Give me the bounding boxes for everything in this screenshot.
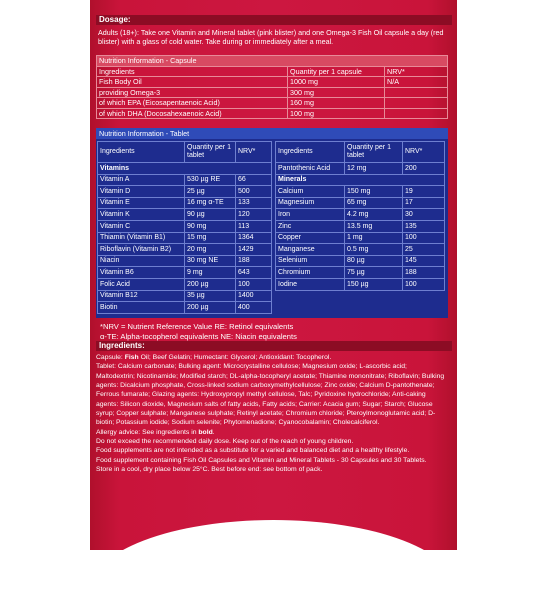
tablet-nutrition-panel — [96, 128, 448, 318]
nrv-note-line: *NRV = Nutrient Reference Value RE: Retinol equivalents — [100, 322, 294, 331]
tablet-header-ingredients: Ingredients — [98, 142, 185, 163]
tablet-cell: 135 — [403, 220, 445, 232]
ingredients-capsule — [96, 353, 446, 362]
table-row — [98, 255, 272, 267]
capsule-cell — [385, 98, 448, 109]
tablet-header-quantity: Quantity per 1 tablet — [185, 142, 236, 163]
tablet-cell: 75 µg — [345, 267, 403, 279]
tablet-cell: 100 — [403, 232, 445, 244]
tablet-cell: Vitamin D — [98, 186, 185, 198]
capsule-cell — [385, 87, 448, 98]
tablet-header-nrv: NRV* — [236, 142, 272, 163]
text-span: Capsule: — [96, 354, 125, 361]
table-row — [98, 197, 272, 209]
capsule-cell: 100 mg — [288, 108, 385, 119]
table-row — [97, 98, 448, 109]
tablet-cell: 145 — [403, 255, 445, 267]
tablet-header-ingredients: Ingredients — [276, 142, 345, 163]
table-row — [276, 278, 445, 290]
table-row — [98, 174, 272, 186]
tablet-cell: 100 — [236, 278, 272, 290]
tablet-cell: 4.2 mg — [345, 209, 403, 221]
tablet-vitamins-table — [97, 141, 272, 314]
tablet-cell: 200 µg — [185, 278, 236, 290]
capsule-header-quantity: Quantity per 1 capsule — [288, 66, 385, 77]
tablet-cell: 120 — [236, 209, 272, 221]
table-row — [98, 209, 272, 221]
tablet-cell: Iron — [276, 209, 345, 221]
table-row — [276, 244, 445, 256]
tablet-cell: 66 — [236, 174, 272, 186]
table-row — [276, 197, 445, 209]
tablet-cell: 35 µg — [185, 290, 236, 302]
tablet-cell: Magnesium — [276, 197, 345, 209]
tablet-header-nrv: NRV* — [403, 142, 445, 163]
tablet-cell: Vitamin E — [98, 197, 185, 209]
tablet-cell: 90 µg — [185, 209, 236, 221]
tablet-cell: 13.5 mg — [345, 220, 403, 232]
tablet-cell: 65 mg — [345, 197, 403, 209]
tablet-cell: Vitamin B6 — [98, 267, 185, 279]
tablet-cell: 643 — [236, 267, 272, 279]
tablet-cell: Riboflavin (Vitamin B2) — [98, 244, 185, 256]
tablet-cell: 500 — [236, 186, 272, 198]
tablet-cell: Vitamin A — [98, 174, 185, 186]
capsule-nutrition-table — [96, 55, 448, 119]
tablet-cell: Biotin — [98, 302, 185, 314]
nrv-notes — [100, 322, 440, 342]
tablet-cell: 25 µg — [185, 186, 236, 198]
table-row — [98, 220, 272, 232]
tablet-cell: 20 mg — [185, 244, 236, 256]
capsule-cell: providing Omega-3 — [97, 87, 288, 98]
tablet-cell: 19 — [403, 186, 445, 198]
dosage-heading: Dosage: — [96, 15, 452, 25]
capsule-header-nrv: NRV* — [385, 66, 448, 77]
tablet-cell: Selenium — [276, 255, 345, 267]
ingredients-text — [96, 353, 446, 474]
capsule-cell — [385, 108, 448, 119]
tablet-cell: 15 mg — [185, 232, 236, 244]
table-row — [276, 220, 445, 232]
tablet-cell: 17 — [403, 197, 445, 209]
tablet-cell: 188 — [236, 255, 272, 267]
tablet-cell: Iodine — [276, 278, 345, 290]
capsule-cell: of which DHA (Docosahexaenoic Acid) — [97, 108, 288, 119]
table-row — [97, 87, 448, 98]
tablet-cell: 25 — [403, 244, 445, 256]
table-row — [98, 278, 272, 290]
ingredients-tablet: Tablet: Calcium carbonate; Bulking agent: Microcrystalline cellulose; Magnesium oxide; L-ascorbic acid; Maltodextrin; Nicotinamide; Modified starch; DL-alpha-tocopheryl acetate; Thiamine mononitrate; Riboflavin; Bulking agents: Dicalcium phosphate, Cross-linked sodium carboxymethylcellulose; Zinc oxide; Calcium D-pantothenate; Ferrous fumarate; Glazing agents: Hydroxypropyl methyl cellulose, Talc; Pyridoxine hydrochloride; Anti-caking agents: Silicon dioxide, Magnesium salts of fatty acids, Fatty acids; Carrier: Acacia gum; Sugar; Starch; Glucose syrup; Copper sulphate; Manganese sulphate; Retinyl acetate; Chromium chloride; Pteroylmonoglutamic acid; D-biotin; Potassium iodide; Sodium selenite; Phytomenadione; Cyanocobalamin; Cholecalciferol. — [96, 363, 445, 427]
tablet-header-quantity: Quantity per 1 tablet — [345, 142, 403, 163]
tablet-cell: 1 mg — [345, 232, 403, 244]
tablet-cell: 150 mg — [345, 186, 403, 198]
warning-diet: Food supplements are not intended as a substitute for a varied and balanced diet and a healthy lifestyle. — [96, 447, 410, 455]
tablet-cell: 80 µg — [345, 255, 403, 267]
tablet-cell: Thiamin (Vitamin B1) — [98, 232, 185, 244]
tablet-cell: Vitamin C — [98, 220, 185, 232]
capsule-table-title: Nutrition Information - Capsule — [97, 56, 448, 67]
table-row — [276, 209, 445, 221]
bold-word: bold — [198, 428, 213, 436]
vitamins-section-label: Vitamins — [98, 163, 272, 175]
dosage-text: Adults (18+): Take one Vitamin and Mineral tablet (pink blister) and one Omega-3 Fish Oil capsule a day (red blister) with a glass of cold water. Take during or immediately after a meal. — [98, 28, 444, 47]
table-row — [98, 232, 272, 244]
table-row — [276, 163, 445, 175]
tablet-cell: 133 — [236, 197, 272, 209]
tablet-cell: 150 µg — [345, 278, 403, 290]
table-row — [276, 232, 445, 244]
tablet-cell: 100 — [403, 278, 445, 290]
table-row — [98, 267, 272, 279]
pack-contents: Food supplement containing Fish Oil Capsules and Vitamin and Mineral Tablets - 30 Capsules and 30 Tablets. — [96, 456, 427, 464]
tablet-cell: 16 mg α-TE — [185, 197, 236, 209]
tablet-cell: Folic Acid — [98, 278, 185, 290]
tablet-cell: Niacin — [98, 255, 185, 267]
tablet-cell: Manganese — [276, 244, 345, 256]
nrv-note-line: α-TE: Alpha-tocopherol equivalents NE: Niacin equivalents — [100, 332, 297, 341]
capsule-cell: N/A — [385, 77, 448, 88]
capsule-cell: 160 mg — [288, 98, 385, 109]
text-span: Allergy advice: See ingredients in — [96, 428, 199, 436]
tablet-table-title: Nutrition Information - Tablet — [96, 128, 448, 139]
tablet-cell: 530 µg RE — [185, 174, 236, 186]
table-row — [98, 302, 272, 314]
storage-info: Store in a cool, dry place below 25°C. Best before end: see bottom of pack. — [96, 466, 323, 474]
table-row — [97, 108, 448, 119]
warning-children: Do not exceed the recommended daily dose. Keep out of the reach of young children. — [96, 438, 354, 446]
tablet-cell: Copper — [276, 232, 345, 244]
tablet-cell: 1429 — [236, 244, 272, 256]
tablet-cell: 200 — [403, 163, 445, 175]
text-span: Oil; Beef Gelatin; Humectant: Glycerol; Antioxidant: Tocopherol. — [138, 354, 332, 361]
capsule-cell: 300 mg — [288, 87, 385, 98]
tablet-cell: 200 µg — [185, 302, 236, 314]
allergy-advice — [96, 428, 446, 437]
table-row — [98, 244, 272, 256]
tablet-cell: Pantothenic Acid — [276, 163, 345, 175]
tablet-cell: Chromium — [276, 267, 345, 279]
tablet-cell: 188 — [403, 267, 445, 279]
pack-bottom-cutout — [90, 520, 457, 590]
tablet-cell: Zinc — [276, 220, 345, 232]
tablet-cell: Calcium — [276, 186, 345, 198]
capsule-header-ingredients: Ingredients — [97, 66, 288, 77]
table-row — [276, 186, 445, 198]
tablet-cell: Vitamin K — [98, 209, 185, 221]
capsule-cell: of which EPA (Eicosapentaenoic Acid) — [97, 98, 288, 109]
tablet-cell: Vitamin B12 — [98, 290, 185, 302]
capsule-cell: Fish Body Oil — [97, 77, 288, 88]
table-row — [98, 186, 272, 198]
allergen-text: Fish — [124, 354, 139, 361]
tablet-cell: 113 — [236, 220, 272, 232]
tablet-cell: 30 — [403, 209, 445, 221]
table-row — [276, 255, 445, 267]
table-row — [97, 77, 448, 88]
tablet-cell: 0.5 mg — [345, 244, 403, 256]
table-row — [98, 290, 272, 302]
tablet-cell: 1364 — [236, 232, 272, 244]
tablet-cell: 9 mg — [185, 267, 236, 279]
text-span: . — [212, 428, 215, 436]
minerals-section-label: Minerals — [276, 174, 445, 186]
tablet-cell: 90 mg — [185, 220, 236, 232]
tablet-cell: 400 — [236, 302, 272, 314]
ingredients-heading: Ingredients: — [96, 341, 452, 351]
tablet-cell: 1400 — [236, 290, 272, 302]
tablet-cell: 12 mg — [345, 163, 403, 175]
capsule-cell: 1000 mg — [288, 77, 385, 88]
tablet-cell: 30 mg NE — [185, 255, 236, 267]
table-row — [276, 267, 445, 279]
tablet-minerals-table — [275, 141, 445, 291]
